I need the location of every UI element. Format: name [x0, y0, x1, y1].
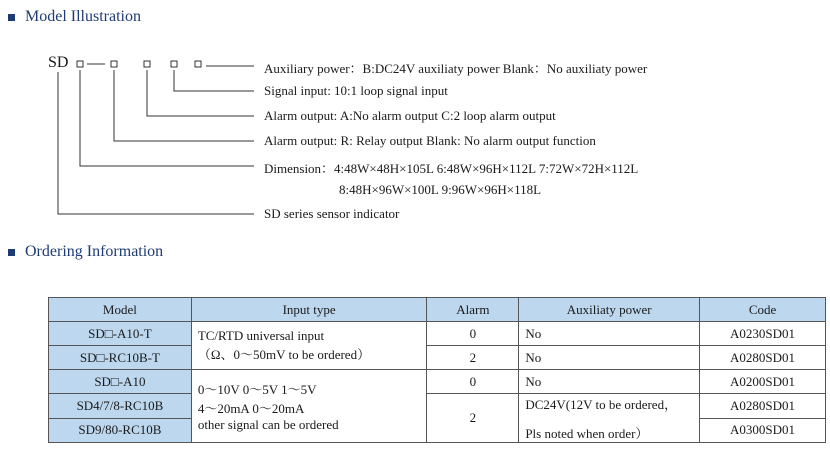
model-illustration-title-text: Model Illustration [25, 8, 141, 25]
leader-dimension [80, 70, 254, 166]
alarm-cell: 2 [427, 346, 519, 370]
input-type-cell [191, 370, 427, 443]
leader-signal [174, 70, 254, 91]
input-type-line: 4～20mA 0～20mA [197, 401, 305, 416]
placeholder-box-aux [195, 61, 201, 67]
code-cell: A0300SD01 [700, 418, 826, 443]
alarm-cell: 2 [427, 394, 519, 443]
bullet-square-icon [8, 249, 15, 256]
placeholder-box-signal [171, 61, 177, 67]
desc-dimension-cont: 8:48H×96W×100L 9:96W×96H×118L [339, 182, 542, 197]
header-aux-power: Auxiliaty power [519, 298, 700, 322]
model-cell: SD□-RC10B-T [49, 346, 192, 370]
model-cell: SD□-A10-T [49, 322, 192, 346]
header-alarm: Alarm [427, 298, 519, 322]
desc-signal-input: Signal input: 10:1 loop signal input [264, 83, 448, 98]
table-header-row [49, 298, 826, 322]
code-cell: A0230SD01 [700, 322, 826, 346]
model-cell: SD9/80-RC10B [49, 418, 192, 443]
code-cell: A0200SD01 [700, 370, 826, 394]
table-row [49, 394, 826, 419]
aux-power-cell: No [519, 346, 700, 370]
ordering-info-title-text: Ordering Information [25, 243, 164, 260]
input-type-line: 0～10V 0～5V 1～5V [197, 382, 317, 397]
alarm-cell: 0 [427, 322, 519, 346]
input-type-line: other signal can be ordered [197, 417, 339, 432]
desc-alarm-output-r: Alarm output: R: Relay output Blank: No alarm output function [264, 133, 596, 148]
placeholder-box-alarm-a [144, 61, 150, 67]
ordering-table [48, 297, 826, 443]
alarm-cell: 0 [427, 370, 519, 394]
table-row [49, 370, 826, 394]
model-code-prefix: SD [48, 54, 69, 71]
table-row [49, 322, 826, 346]
input-type-cell [191, 322, 427, 370]
desc-dimension: Dimension：4:48W×48H×105L 6:48W×96H×112L 7:72W×72H×112L [264, 161, 639, 176]
placeholder-box-dimension [77, 61, 83, 67]
leader-alarm-r [114, 70, 254, 141]
header-input-type: Input type [191, 298, 427, 322]
model-cell: SD4/7/8-RC10B [49, 394, 192, 419]
desc-sd-series: SD series sensor indicator [264, 206, 400, 221]
header-model: Model [49, 298, 192, 322]
desc-aux-power: Auxiliary power：B:DC24V auxiliaty power Blank：No auxiliaty power [264, 61, 648, 76]
header-code: Code [700, 298, 826, 322]
desc-alarm-output-a: Alarm output: A:No alarm output C:2 loop alarm output [264, 108, 556, 123]
aux-power-cell [519, 394, 700, 443]
ordering-info-title [8, 243, 163, 261]
aux-power-line: Pls noted when order） [525, 426, 649, 441]
aux-power-cell: No [519, 370, 700, 394]
code-cell: A0280SD01 [700, 394, 826, 419]
input-type-line: TC/RTD universal input [197, 328, 325, 343]
table-row [49, 346, 826, 370]
leader-sd [58, 72, 254, 214]
input-type-line: （Ω、0～50mV to be ordered） [197, 347, 371, 362]
aux-power-cell: No [519, 322, 700, 346]
code-cell: A0280SD01 [700, 346, 826, 370]
leader-alarm-a [147, 70, 254, 116]
placeholder-box-alarm-r [111, 61, 117, 67]
model-cell: SD□-A10 [49, 370, 192, 394]
aux-power-line: DC24V(12V to be ordered， [525, 397, 678, 412]
